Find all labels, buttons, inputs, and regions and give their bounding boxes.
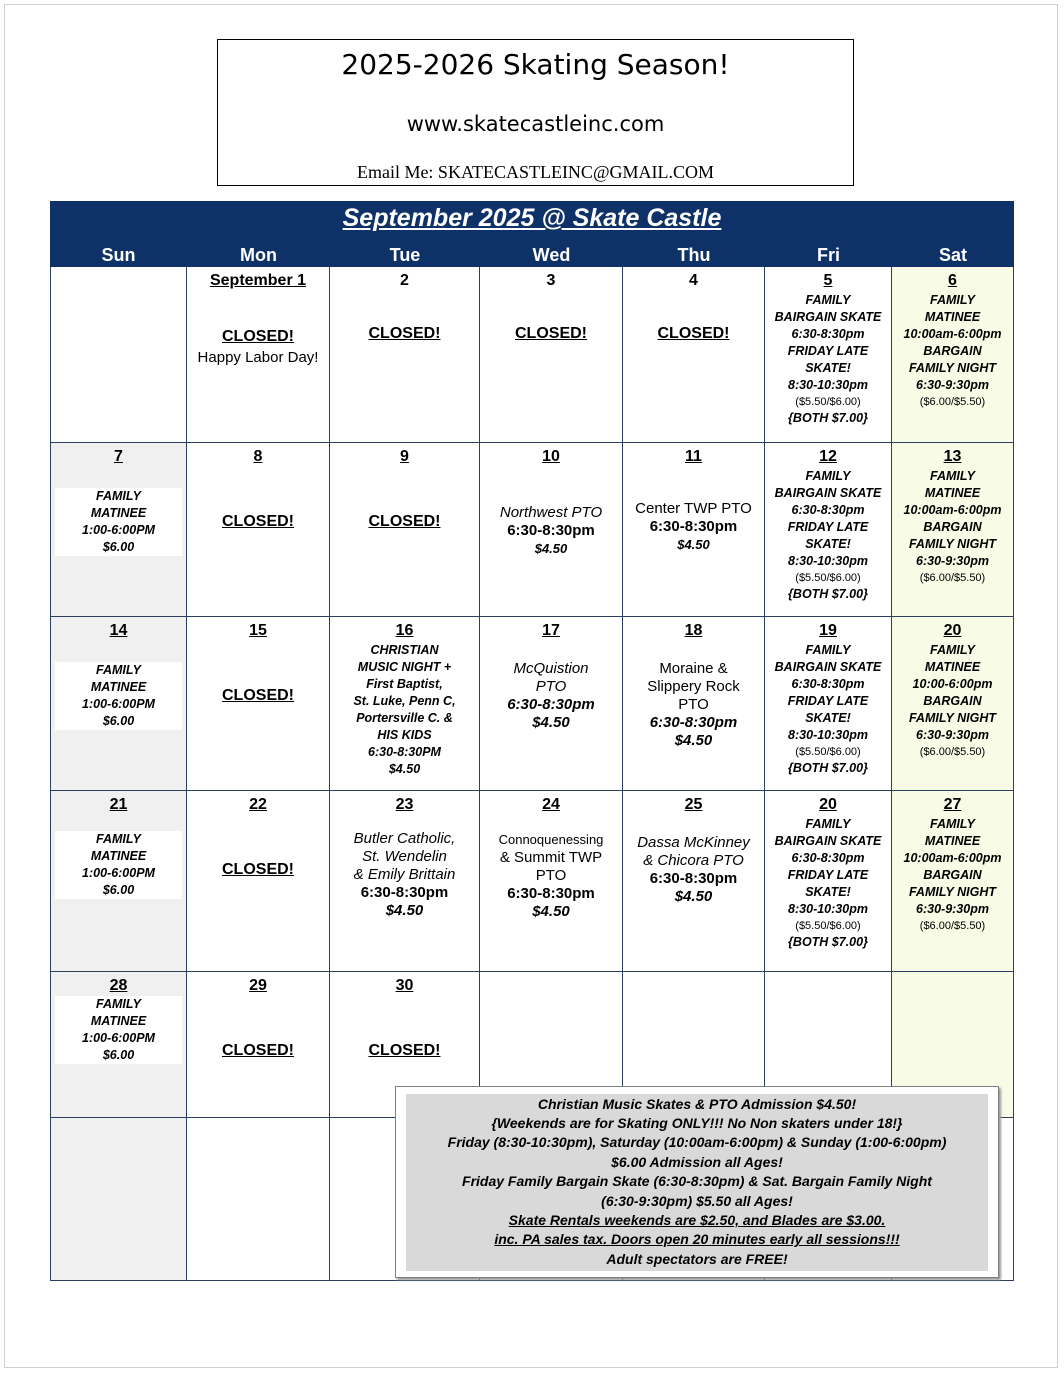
event-price: $4.50 bbox=[677, 537, 710, 552]
day-cell-sep-16[interactable] bbox=[330, 617, 480, 791]
event-price: $4.50 bbox=[388, 762, 421, 776]
event-line: St. Luke, Penn C, bbox=[353, 694, 456, 708]
event-line: 1:00-6:00PM bbox=[82, 866, 155, 880]
event-line: & Chicora PTO bbox=[643, 852, 744, 869]
event-line: FRIDAY LATE bbox=[787, 868, 869, 882]
event-line: 10:00am-6:00pm bbox=[903, 327, 1002, 341]
fri-event bbox=[765, 816, 891, 951]
event-line: 6:30-8:30pm bbox=[791, 503, 865, 517]
event-line: 6:30-8:30pm bbox=[649, 518, 738, 535]
day-cell-sep-13[interactable] bbox=[892, 443, 1014, 617]
dow-tue: Tue bbox=[389, 245, 421, 265]
event-price: $4.50 bbox=[385, 902, 424, 919]
day-cell-empty bbox=[50, 1118, 187, 1281]
day-cell-sep-5[interactable] bbox=[765, 267, 892, 443]
fri-event bbox=[765, 642, 891, 777]
event-price: $4.50 bbox=[532, 903, 570, 920]
event-line: 6:30-8:30pm bbox=[649, 714, 738, 731]
event-line: Moraine & bbox=[659, 660, 728, 677]
event-line: Northwest PTO bbox=[499, 504, 603, 521]
day-number: 19 bbox=[819, 622, 837, 639]
day-cell-sep-17[interactable] bbox=[480, 617, 623, 791]
event-line: 6:30-9:30pm bbox=[916, 554, 989, 568]
day-cell-sep-23[interactable] bbox=[330, 791, 480, 972]
closed-label: CLOSED! bbox=[222, 861, 294, 878]
day-cell-sep-11[interactable] bbox=[623, 443, 765, 617]
day-cell-sep-10[interactable] bbox=[480, 443, 623, 617]
event-price: ($6.00/$5.50) bbox=[919, 572, 986, 584]
day-number: 17 bbox=[542, 622, 560, 639]
day-number: 29 bbox=[249, 977, 267, 994]
day-cell-sep-9[interactable] bbox=[330, 443, 480, 617]
calendar-title: September 2025 @ Skate Castle bbox=[342, 204, 722, 232]
day-number: 15 bbox=[249, 622, 267, 639]
event-line: Butler Catholic, bbox=[353, 830, 456, 847]
event-line: FAMILY bbox=[805, 817, 851, 831]
event-line: MATINEE bbox=[924, 310, 981, 324]
day-number: 23 bbox=[395, 796, 414, 813]
event-line: $6.00 bbox=[102, 1048, 135, 1062]
day-cell-empty bbox=[50, 267, 187, 443]
event-line: 8:30-10:30pm bbox=[788, 554, 868, 568]
event-line: St. Wendelin bbox=[362, 848, 447, 865]
day-number: 7 bbox=[114, 448, 123, 465]
day-number: 6 bbox=[948, 272, 957, 289]
fri-event bbox=[765, 292, 891, 427]
day-number: 2 bbox=[400, 272, 409, 289]
event-line: McQuistion bbox=[513, 660, 589, 677]
sat-event bbox=[892, 642, 1013, 760]
event-line: PTO bbox=[535, 678, 567, 695]
dow-fri: Fri bbox=[816, 245, 840, 265]
event-line: MATINEE bbox=[90, 1014, 147, 1028]
event-price: ($5.50/$6.00) bbox=[795, 396, 861, 408]
sun-event bbox=[55, 996, 182, 1064]
email-contact[interactable]: Email Me: SKATECASTLEINC@GMAIL.COM bbox=[356, 162, 715, 182]
day-number: 3 bbox=[546, 272, 556, 289]
event-line: BARGAIN bbox=[923, 868, 982, 882]
event-line: 6:30-8:30pm bbox=[507, 885, 595, 902]
event-line: FAMILY bbox=[96, 663, 141, 677]
notice-panel bbox=[406, 1094, 988, 1271]
event-line: BAIRGAIN SKATE bbox=[774, 834, 882, 848]
event-line: MATINEE bbox=[90, 506, 147, 520]
day-cell-sep-21[interactable] bbox=[50, 791, 187, 972]
event-line: FAMILY bbox=[805, 469, 851, 483]
event-line: CHRISTIAN bbox=[370, 643, 439, 657]
event-line: FAMILY bbox=[930, 643, 975, 657]
event-line: HIS KIDS bbox=[377, 728, 432, 742]
event-line: 6:30-8:30PM bbox=[368, 745, 441, 759]
event-line: MATINEE bbox=[90, 849, 147, 863]
closed-label: CLOSED! bbox=[515, 325, 587, 342]
closed-label: CLOSED! bbox=[368, 513, 441, 530]
website-link[interactable]: www.skatecastleinc.com bbox=[406, 112, 665, 136]
event-line: BAIRGAIN SKATE bbox=[774, 310, 882, 324]
closed-label: CLOSED! bbox=[222, 1042, 294, 1059]
pto-event-dassa bbox=[623, 834, 764, 906]
event-line: FAMILY bbox=[930, 469, 975, 483]
day-cell-sep-12[interactable] bbox=[765, 443, 892, 617]
event-line: Portersville C. & bbox=[356, 711, 453, 725]
event-line: 6:30-8:30pm bbox=[507, 696, 595, 713]
day-cell-sep-24[interactable] bbox=[480, 791, 623, 972]
event-line: 6:30-8:30pm bbox=[649, 870, 738, 887]
notice-line: Christian Music Skates & PTO Admission $4.50! bbox=[537, 1096, 857, 1112]
event-line: First Baptist, bbox=[366, 677, 443, 691]
event-line: FAMILY bbox=[805, 643, 851, 657]
event-line: {BOTH $7.00} bbox=[788, 761, 868, 775]
event-price: ($6.00/$5.50) bbox=[919, 746, 986, 758]
event-line: 8:30-10:30pm bbox=[788, 902, 868, 916]
dow-sat: Sat bbox=[938, 245, 967, 265]
event-price: $4.50 bbox=[534, 541, 568, 556]
fri-event bbox=[765, 468, 891, 603]
pto-event-northwest bbox=[480, 504, 622, 558]
day-number: 16 bbox=[395, 622, 414, 639]
event-line: FAMILY bbox=[96, 832, 141, 846]
event-line: BARGAIN bbox=[923, 344, 982, 358]
event-line: FAMILY NIGHT bbox=[908, 711, 997, 725]
day-cell-sep-27[interactable] bbox=[892, 791, 1014, 972]
notice-line: (6:30-9:30pm) $5.50 all Ages! bbox=[601, 1193, 793, 1209]
event-line: FRIDAY LATE bbox=[787, 694, 869, 708]
notice-line: $6.00 Admission all Ages! bbox=[611, 1154, 783, 1170]
dow-wed: Wed bbox=[532, 245, 571, 265]
day-number: 21 bbox=[109, 796, 128, 813]
day-cell-sep-29[interactable] bbox=[187, 972, 330, 1118]
day-cell-sep-7[interactable] bbox=[50, 443, 187, 617]
event-line: 1:00-6:00PM bbox=[82, 697, 155, 711]
event-line: 6:30-9:30pm bbox=[916, 378, 989, 392]
event-line: SKATE! bbox=[805, 885, 851, 899]
event-line: FRIDAY LATE bbox=[787, 520, 869, 534]
event-line: {BOTH $7.00} bbox=[788, 411, 868, 425]
day-number: 13 bbox=[943, 448, 962, 465]
event-line: 8:30-10:30pm bbox=[788, 378, 868, 392]
day-cell-sep-1[interactable] bbox=[187, 267, 330, 443]
event-line: 6:30-8:30pm bbox=[791, 851, 865, 865]
holiday-note: Happy Labor Day! bbox=[197, 349, 319, 366]
event-line: SKATE! bbox=[805, 361, 851, 375]
pto-event-butler bbox=[330, 830, 479, 920]
day-number: 14 bbox=[109, 622, 128, 639]
day-cell-sep-8[interactable] bbox=[187, 443, 330, 617]
day-number: 27 bbox=[943, 796, 962, 813]
event-line: MATINEE bbox=[924, 486, 981, 500]
sun-event bbox=[55, 831, 182, 899]
event-line: MATINEE bbox=[924, 660, 981, 674]
event-line: $6.00 bbox=[102, 714, 135, 728]
closed-label: CLOSED! bbox=[222, 513, 294, 530]
day-number: 25 bbox=[684, 796, 703, 813]
closed-label: CLOSED! bbox=[222, 328, 294, 345]
event-line: 10:00am-6:00pm bbox=[903, 503, 1002, 517]
event-line: PTO bbox=[535, 867, 567, 884]
day-cell-sep-18[interactable] bbox=[623, 617, 765, 791]
event-line: 8:30-10:30pm bbox=[788, 728, 868, 742]
day-cell-empty bbox=[187, 1118, 330, 1281]
day-number: 18 bbox=[684, 622, 703, 639]
closed-label: CLOSED! bbox=[368, 1042, 441, 1059]
day-cell-sep-6[interactable] bbox=[892, 267, 1014, 443]
sat-event bbox=[892, 816, 1013, 934]
notice-line: inc. PA sales tax. Doors open 20 minutes early all sessions!!! bbox=[494, 1231, 900, 1247]
notice-line: Skate Rentals weekends are $2.50, and Blades are $3.00. bbox=[508, 1212, 886, 1228]
event-line: FAMILY bbox=[930, 293, 975, 307]
event-line: 6:30-8:30pm bbox=[791, 327, 865, 341]
event-line: FAMILY NIGHT bbox=[908, 361, 997, 375]
event-line: SKATE! bbox=[805, 711, 851, 725]
day-number: 24 bbox=[542, 796, 560, 813]
pto-event-center bbox=[623, 500, 764, 554]
event-line: FAMILY NIGHT bbox=[908, 537, 997, 551]
event-line: FAMILY bbox=[96, 489, 141, 503]
christian-music-event bbox=[330, 642, 479, 778]
event-line: Slippery Rock bbox=[647, 678, 740, 695]
event-line: 6:30-8:30pm bbox=[507, 522, 595, 539]
day-number: 28 bbox=[109, 977, 128, 994]
day-cell-sep-14[interactable] bbox=[50, 617, 187, 791]
event-line: BAIRGAIN SKATE bbox=[774, 486, 882, 500]
event-line: 6:30-8:30pm bbox=[791, 677, 865, 691]
notice-line: Adult spectators are FREE! bbox=[606, 1251, 788, 1267]
event-line: FRIDAY LATE bbox=[787, 344, 869, 358]
day-cell-sep-4[interactable] bbox=[623, 267, 765, 443]
event-price: $4.50 bbox=[674, 888, 713, 905]
event-line: MATINEE bbox=[924, 834, 981, 848]
event-price: ($5.50/$6.00) bbox=[795, 746, 861, 758]
event-price: $4.50 bbox=[674, 732, 713, 749]
event-line: 1:00-6:00PM bbox=[82, 1031, 155, 1045]
day-number: 10 bbox=[542, 448, 560, 465]
calendar-header bbox=[50, 201, 1014, 267]
day-number: 5 bbox=[823, 272, 833, 289]
event-line: 6:30-9:30pm bbox=[916, 728, 989, 742]
day-number: 22 bbox=[249, 796, 267, 813]
closed-label: CLOSED! bbox=[368, 325, 441, 342]
dow-thu: Thu bbox=[677, 245, 711, 265]
event-line: {BOTH $7.00} bbox=[788, 935, 868, 949]
event-line: Dassa McKinney bbox=[637, 834, 750, 851]
day-number: 30 bbox=[395, 977, 414, 994]
pto-event-connoquenessing bbox=[480, 831, 622, 921]
day-cell-sep-22[interactable] bbox=[187, 791, 330, 972]
event-price: ($5.50/$6.00) bbox=[795, 572, 861, 584]
event-line: FAMILY bbox=[96, 997, 141, 1011]
event-line: MUSIC NIGHT + bbox=[357, 660, 452, 674]
event-line: {BOTH $7.00} bbox=[788, 587, 868, 601]
dow-mon: Mon bbox=[240, 245, 277, 265]
event-line: $6.00 bbox=[102, 883, 135, 897]
event-line: & Emily Brittain bbox=[353, 866, 456, 883]
event-line: SKATE! bbox=[805, 537, 851, 551]
day-cell-sep-2[interactable] bbox=[330, 267, 480, 443]
event-line: BARGAIN bbox=[923, 694, 982, 708]
event-line: Connoquenessing bbox=[498, 832, 604, 847]
notice-line: Friday Family Bargain Skate (6:30-8:30pm) & Sat. Bargain Family Night bbox=[462, 1173, 932, 1189]
event-line: 10:00-6:00pm bbox=[912, 677, 993, 691]
day-number: 8 bbox=[253, 448, 263, 465]
season-title: 2025-2026 Skating Season! bbox=[341, 48, 730, 81]
sat-event bbox=[892, 292, 1013, 410]
event-line: Center TWP PTO bbox=[635, 500, 752, 517]
event-line: PTO bbox=[678, 696, 709, 713]
notice-line: {Weekends are for Skating ONLY!!! No Non skaters under 18!} bbox=[491, 1115, 903, 1131]
pto-event-moraine bbox=[623, 660, 764, 750]
day-cell-sep-20[interactable] bbox=[892, 617, 1014, 791]
closed-label: CLOSED! bbox=[657, 325, 730, 342]
event-line: BARGAIN bbox=[923, 520, 982, 534]
event-price: ($5.50/$6.00) bbox=[795, 920, 861, 932]
closed-label: CLOSED! bbox=[222, 687, 294, 704]
dow-sun: Sun bbox=[101, 245, 136, 265]
pto-event-mcquistion bbox=[480, 660, 622, 732]
event-line: 6:30-8:30pm bbox=[360, 884, 449, 901]
day-cell-sep-25[interactable] bbox=[623, 791, 765, 972]
event-line: 10:00am-6:00pm bbox=[903, 851, 1002, 865]
event-line: MATINEE bbox=[90, 680, 147, 694]
day-number: 20 bbox=[819, 796, 837, 813]
event-line: $6.00 bbox=[102, 540, 135, 554]
day-cell-sep-19[interactable] bbox=[765, 617, 892, 791]
day-number: 12 bbox=[819, 448, 837, 465]
day-cell-sep-26[interactable] bbox=[765, 791, 892, 972]
event-line: FAMILY NIGHT bbox=[908, 885, 997, 899]
event-price: ($6.00/$5.50) bbox=[919, 396, 986, 408]
day-number: 11 bbox=[685, 448, 702, 465]
day-cell-sep-28[interactable] bbox=[50, 972, 187, 1118]
notice-line: Friday (8:30-10:30pm), Saturday (10:00am-6:00pm) & Sunday (1:00-6:00pm) bbox=[447, 1134, 947, 1150]
sun-event bbox=[55, 662, 182, 730]
event-line: FAMILY bbox=[930, 817, 975, 831]
event-line: 6:30-9:30pm bbox=[916, 902, 989, 916]
event-line: BAIRGAIN SKATE bbox=[774, 660, 882, 674]
day-number: 20 bbox=[943, 622, 962, 639]
day-number: 4 bbox=[689, 272, 698, 289]
event-price: ($6.00/$5.50) bbox=[919, 920, 986, 932]
event-line: 1:00-6:00PM bbox=[82, 523, 155, 537]
day-cell-sep-3[interactable] bbox=[480, 267, 623, 443]
event-line: FAMILY bbox=[805, 293, 851, 307]
event-price: $4.50 bbox=[532, 714, 570, 731]
day-cell-sep-15[interactable] bbox=[187, 617, 330, 791]
day-number: 9 bbox=[400, 448, 409, 465]
admission-notice bbox=[395, 1086, 999, 1278]
season-header bbox=[217, 39, 854, 186]
day-number: September 1 bbox=[209, 272, 307, 289]
event-line: & Summit TWP bbox=[499, 849, 603, 866]
sun-event bbox=[55, 488, 182, 556]
sat-event bbox=[892, 468, 1013, 586]
